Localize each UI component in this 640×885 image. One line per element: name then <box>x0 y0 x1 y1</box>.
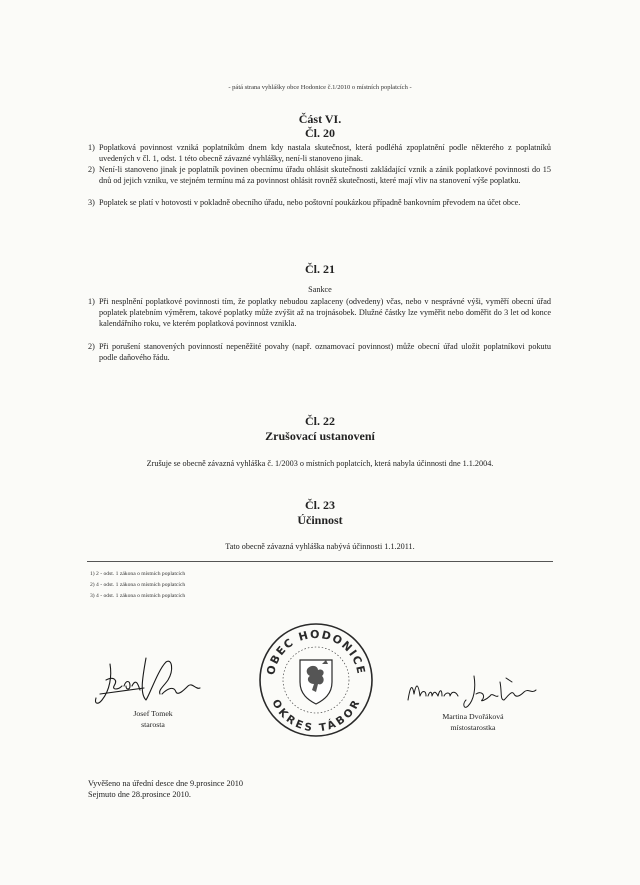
signatory-right-name: Martina Dvořáková <box>442 712 504 721</box>
article-22-subtitle: Zrušovací ustanovení <box>265 429 375 443</box>
art21-item-2-text: Při porušení stanovených povinností nepeněžité povahy (např. oznamovací povinnost) může obecní úřad uložit poplatníkovi pokutu podle daňového řádu. <box>99 342 551 362</box>
art20-item-2-number: 2) <box>88 165 95 174</box>
footnote-2: 2) 4 - odst. 1 zákona o místních poplatcích <box>90 582 186 588</box>
signatory-left-name: Josef Tomek <box>133 709 173 718</box>
article-20-title: Čl. 20 <box>305 126 335 140</box>
art21-item-1-text: Při nesplnění poplatkové povinnosti tím, že poplatky nebudou zaplaceny (odvedeny) včas, nebo v nesprávné výši, vyměří obecní úřad poplatek platebním výměrem, takové poplatky může zvýšit až na trojnásobek. Dlužné částky lze vyměřit nebo doměřit do 3 let od konce kalendářního roku, ve kterém poplatková povinnost vznikla. <box>99 297 551 328</box>
signature-left <box>88 650 208 712</box>
footnote-divider <box>87 561 553 562</box>
art20-item-2-text: Není-li stanoveno jinak je poplatník povinen obecnímu úřadu ohlásit skutečnosti zakládající vznik a zánik poplatkové povinnosti do 15 dnů od jejich vzniku, ve stejném termínu má za povinnost ohlásit rovněž skutečnosti, které mají vliv na stanovení výše poplatku. <box>99 165 551 185</box>
footnote-3: 3) 4 - odst. 1 zákona o místních poplatcích <box>90 593 186 599</box>
posted-date: Vyvěšeno na úřední desce dne 9.prosince 2010 <box>88 779 244 788</box>
art20-item-3-number: 3) <box>88 198 95 207</box>
part-title: Část VI. <box>298 112 342 126</box>
article-23-text: Tato obecně závazná vyhláška nabývá účinnosti 1.1.2011. <box>225 542 415 551</box>
art20-item-1-text: Poplatková povinnost vzniká poplatníkům dnem kdy nastala skutečnost, která podléhá zpoplatnění podle některého z poplatníků uvedených v čl. 1, odst. 1 této obecně závazné vyhlášky, není-li stanoveno jinak. <box>99 143 551 163</box>
page-header: - pátá strana vyhlášky obce Hodonice č.1/2010 o místních poplatcích - <box>228 84 412 91</box>
article-22-title: Čl. 22 <box>305 414 335 428</box>
stamp-top-text: OBEC HODONICE <box>264 627 368 677</box>
signatory-left-role: starosta <box>141 720 165 729</box>
footnote-1: 1) 2 - odst. 1 zákona o místních poplatcích <box>90 571 186 577</box>
article-21-subtitle: Sankce <box>308 285 332 294</box>
official-stamp <box>256 620 376 740</box>
signatory-right-role: místostarostka <box>450 723 496 732</box>
art20-item-3-text: Poplatek se platí v hotovosti v pokladně obecního úřadu, nebo poštovní poukázkou případně bankovním převodem na účet obce. <box>99 198 521 207</box>
coat-of-arms-icon <box>300 660 332 704</box>
removed-date: Sejmuto dne 28.prosince 2010. <box>88 790 192 799</box>
article-23-title: Čl. 23 <box>305 498 335 512</box>
article-21-title: Čl. 21 <box>305 262 335 276</box>
art20-item-1-number: 1) <box>88 143 95 152</box>
art21-item-2-number: 2) <box>88 342 95 351</box>
art21-item-1-number: 1) <box>88 297 95 306</box>
stamp-bottom-text: OKRES TÁBOR <box>269 697 363 735</box>
signature-right <box>402 670 542 714</box>
article-22-text: Zrušuje se obecně závazná vyhláška č. 1/2003 o místních poplatcích, která nabyla účinnosti dne 1.1.2004. <box>146 459 494 468</box>
article-23-subtitle: Účinnost <box>297 513 343 527</box>
